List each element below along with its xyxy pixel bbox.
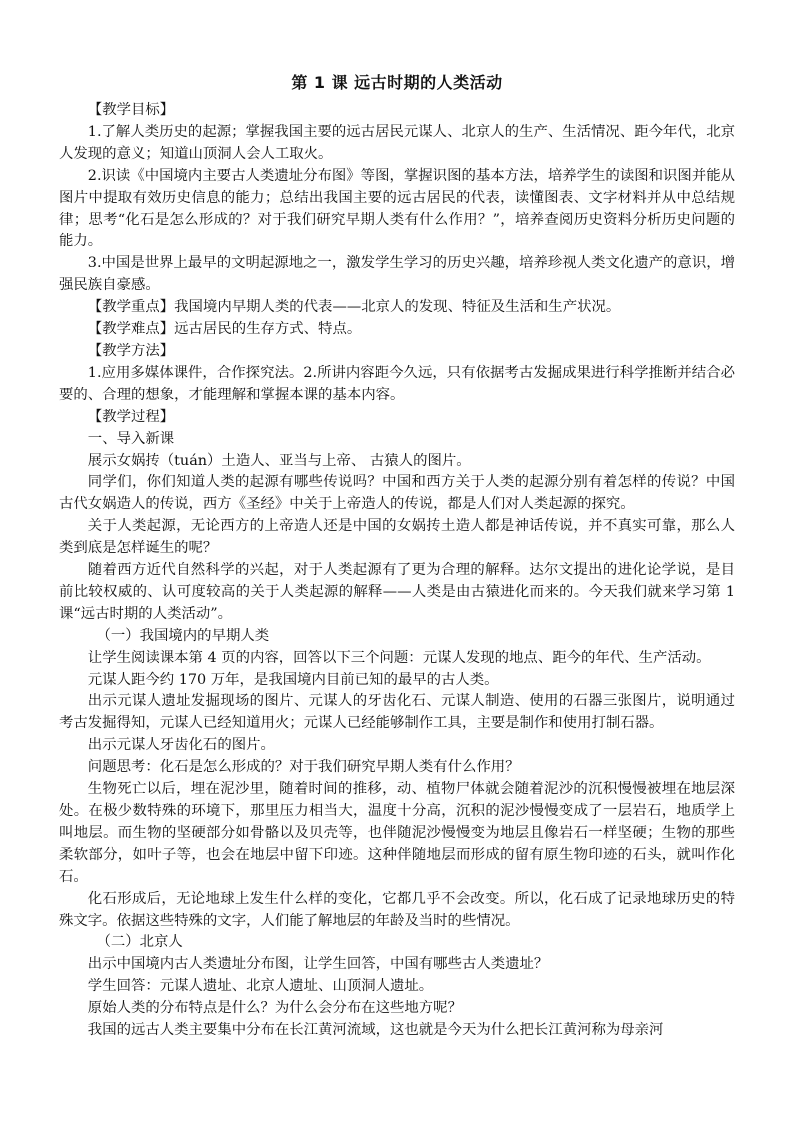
paragraph: 展示女娲抟（tuán）土造人、亚当与上帝、 古猿人的图片。 — [87, 452, 471, 469]
paragraph: 2.识读《中国境内主要古人类遗址分布图》等图，掌握识图的基本方法，培养学生的读图和识图并能从图片中提取有效历史信息的能力；总结出我国主要的远古居民的代表，读懂图表、文字材料并从中总结规律；思考“化石是怎么形成的？对于我们研究早期人类有什么作用？”，培养查阅历史资料分析历史问题的能力。 — [59, 167, 735, 250]
paragraph: 出示中国境内古人类遗址分布图，让学生回答，中国有哪些古人类遗址？ — [87, 956, 549, 973]
paragraph: 原始人类的分布特点是什么？为什么会分布在这些地方呢？ — [87, 1000, 462, 1017]
heading-teaching-process: 【教学过程】 — [87, 408, 175, 425]
paragraph: 学生回答：元谋人遗址、北京人遗址、山顶洞人遗址。 — [87, 978, 434, 995]
paragraph: 1.了解人类历史的起源；掌握我国主要的远古居民元谋人、北京人的生产、生活情况、距今年代，北京人发现的意义；知道山顶洞人会人工取火。 — [59, 123, 735, 162]
paragraph: 同学们，你们知道人类的起源有哪些传说吗？中国和西方关于人类的起源分别有着怎样的传说？中国古代女娲造人的传说，西方《圣经》中关于上帝造人的传说，都是人们对人类起源的探究。 — [59, 474, 735, 513]
paragraph: 1.应用多媒体课件，合作探究法。2.所讲内容距今久远，只有依据考古发掘成果进行科学推断并结合必要的、合理的想象，才能理解和掌握本课的基本内容。 — [59, 364, 735, 403]
subsection-heading: （二）北京人 — [96, 934, 183, 951]
document-title: 第 1 课 远古时期的人类活动 — [291, 73, 503, 92]
paragraph: 随着西方近代自然科学的兴起，对于人类起源有了更为合理的解释。达尔文提出的进化论学说，是目前比较权威的、认可度较高的关于人类起源的解释——人类是由古猿进化而来的。今天我们就来学习第 1 课“远古时期的人类活动”。 — [59, 562, 735, 622]
heading-teaching-goals: 【教学目标】 — [87, 102, 175, 118]
paragraph: 出示元谋人遗址发掘现场的图片、元谋人的牙齿化石、元谋人制造、使用的石器三张图片，说明通过考古发掘得知，元谋人已经知道用火；元谋人已经能够制作工具，主要是制作和使用打制石器。 — [59, 693, 735, 732]
document-page — [59, 72, 735, 1042]
paragraph: 3.中国是世界上最早的文明起源地之一，激发学生学习的历史兴趣，培养珍视人类文化遗产的意识，增强民族自豪感。 — [59, 255, 735, 294]
paragraph: 我国的远古人类主要集中分布在长江黄河流域，这也就是今天为什么把长江黄河称为母亲河 — [87, 1022, 664, 1039]
heading-teaching-methods: 【教学方法】 — [87, 342, 175, 359]
paragraph: 问题思考：化石是怎么形成的？对于我们研究早期人类有什么作用？ — [87, 759, 520, 776]
paragraph: 让学生阅读课本第 4 页的内容，回答以下三个问题：元谋人发现的地点、距今的年代、生产活动。 — [87, 649, 711, 666]
subsection-heading: （一）我国境内的早期人类 — [96, 627, 270, 644]
heading-teaching-difficulty: 【教学难点】远古居民的生存方式、特点。 — [87, 321, 362, 338]
paragraph: 生物死亡以后，埋在泥沙里，随着时间的推移，动、植物尸体就会随着泥沙的沉积慢慢被埋在地层深处。在极少数特殊的环境下，那里压力相当大，温度十分高，沉积的泥沙慢慢变成了一层岩石，地质学上叫地层。而生物的坚硬部分如骨骼以及贝壳等，也伴随泥沙慢慢变为地层且像岩石一样坚硬；生物的那些柔软部分，如叶子等，也会在地层中留下印迹。这种伴随地层而形成的留有原生物印迹的石头，就叫作化石。 — [59, 781, 735, 885]
paragraph: 元谋人距今约 170 万年，是我国境内目前已知的最早的古人类。 — [87, 671, 499, 688]
paragraph: 出示元谋人牙齿化石的图片。 — [87, 737, 275, 754]
heading-teaching-focus: 【教学重点】我国境内早期人类的代表——北京人的发现、特征及生活和生产状况。 — [87, 299, 621, 316]
paragraph: 化石形成后，无论地球上发生什么样的变化，它都几乎不会改变。所以，化石成了记录地球历史的特殊文字。依据这些特殊的文字，人们能了解地层的年龄及当时的些情况。 — [59, 890, 735, 929]
section-heading: 一、导入新课 — [87, 430, 175, 447]
paragraph: 关于人类起源，无论西方的上帝造人还是中国的女娲抟土造人都是神话传说，并不真实可靠，那么人类到底是怎样诞生的呢？ — [59, 518, 735, 557]
